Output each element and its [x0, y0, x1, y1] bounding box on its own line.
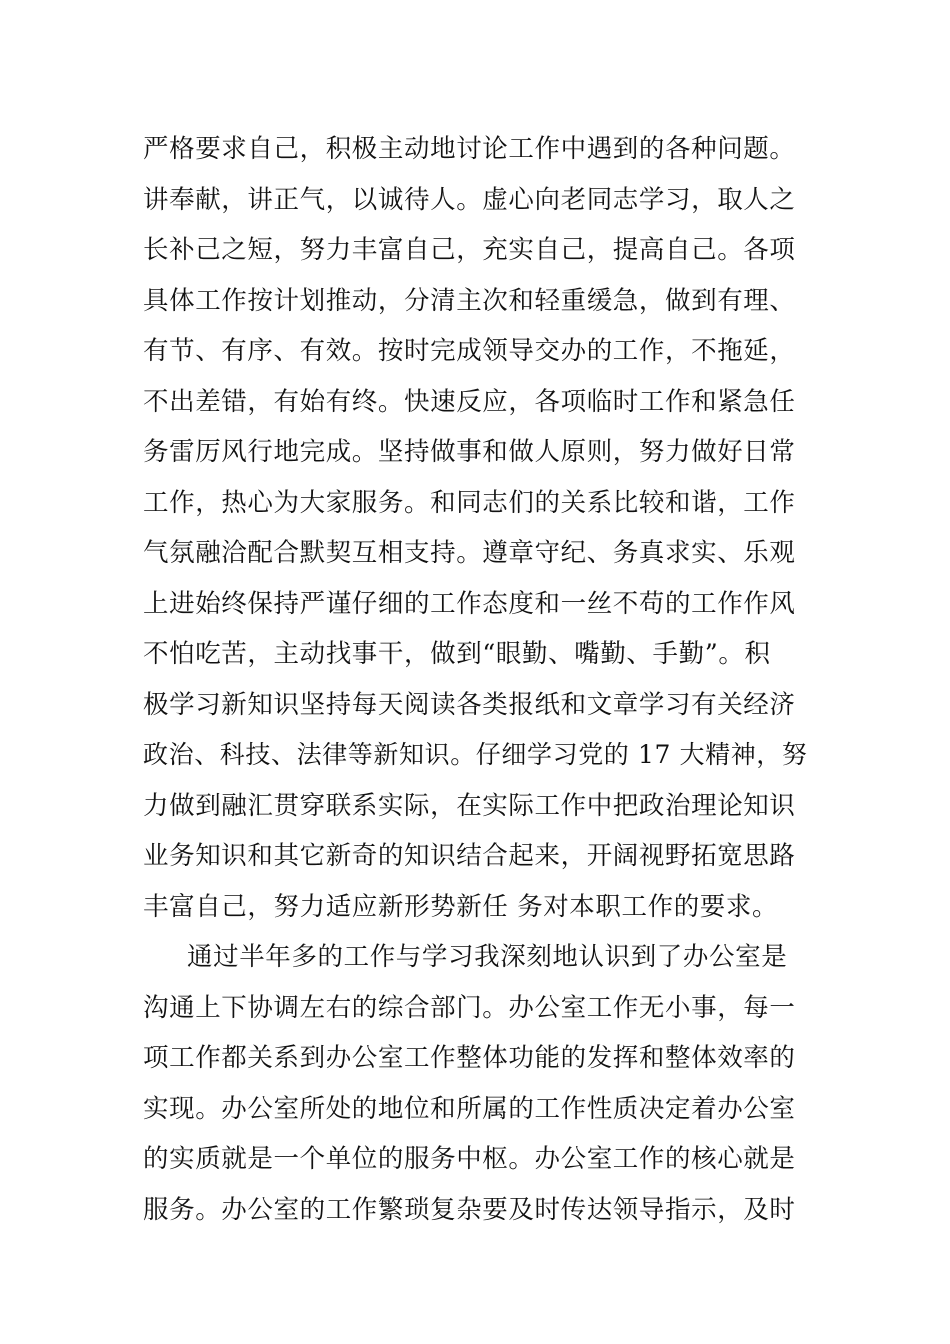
- text-line: 实现。办公室所处的地位和所属的工作性质决定着办公室: [143, 1093, 796, 1124]
- text-line: 严格要求自己，积极主动地讨论工作中遇到的各种问题。: [143, 134, 796, 164]
- text-line: 极学习新知识坚持每天阅读各类报纸和文章学习有关经济: [143, 689, 796, 720]
- text-line: 不出差错，有始有终。快速反应，各项临时工作和紧急任: [143, 386, 796, 417]
- text-line: 上进始终保持严谨仔细的工作态度和一丝不苟的工作作风: [143, 588, 796, 619]
- text-line: 工作，热心为大家服务。和同志们的关系比较和谐，工作: [143, 487, 796, 518]
- text-line: 长补己之短，努力丰富自己，充实自己，提高自己。各项: [143, 235, 796, 265]
- body-text: [143, 124, 813, 1235]
- text-line: 不怕吃苦，主动找事干，做到“眼勤、嘴勤、手勤”。积: [143, 639, 771, 669]
- text-line: 丰富自己，努力适应新形势新任 务对本职工作的要求。: [143, 891, 779, 922]
- paragraph-start-line: 通过半年多的工作与学习我深刻地认识到了办公室是: [187, 942, 788, 972]
- text-line: 力做到融汇贯穿联系实际，在实际工作中把政治理论知识: [143, 790, 796, 821]
- text-line: 服务。办公室的工作繁琐复杂要及时传达领导指示，及时: [143, 1194, 796, 1225]
- text-line: 讲奉献，讲正气，以诚待人。虚心向老同志学习，取人之: [143, 184, 796, 215]
- text-line: 沟通上下协调左右的综合部门。办公室工作无小事，每一: [143, 992, 796, 1023]
- text-line: 具体工作按计划推动，分清主次和轻重缓急，做到有理、: [143, 285, 796, 316]
- text-line: 务雷厉风行地完成。坚持做事和做人原则，努力做好日常: [143, 437, 796, 467]
- text-line: 有节、有序、有效。按时完成领导交办的工作，不拖延，: [143, 336, 796, 366]
- text-line: 项工作都关系到办公室工作整体功能的发挥和整体效率的: [143, 1043, 796, 1073]
- text-line: 政治、科技、法律等新知识。仔细学习党的 17 大精神，努: [143, 740, 808, 769]
- text-line: 的实质就是一个单位的服务中枢。办公室工作的核心就是: [143, 1144, 796, 1174]
- text-line: 气氛融洽配合默契互相支持。遵章守纪、务真求实、乐观: [143, 538, 796, 568]
- text-line: 业务知识和其它新奇的知识结合起来，开阔视野拓宽思路: [143, 841, 796, 871]
